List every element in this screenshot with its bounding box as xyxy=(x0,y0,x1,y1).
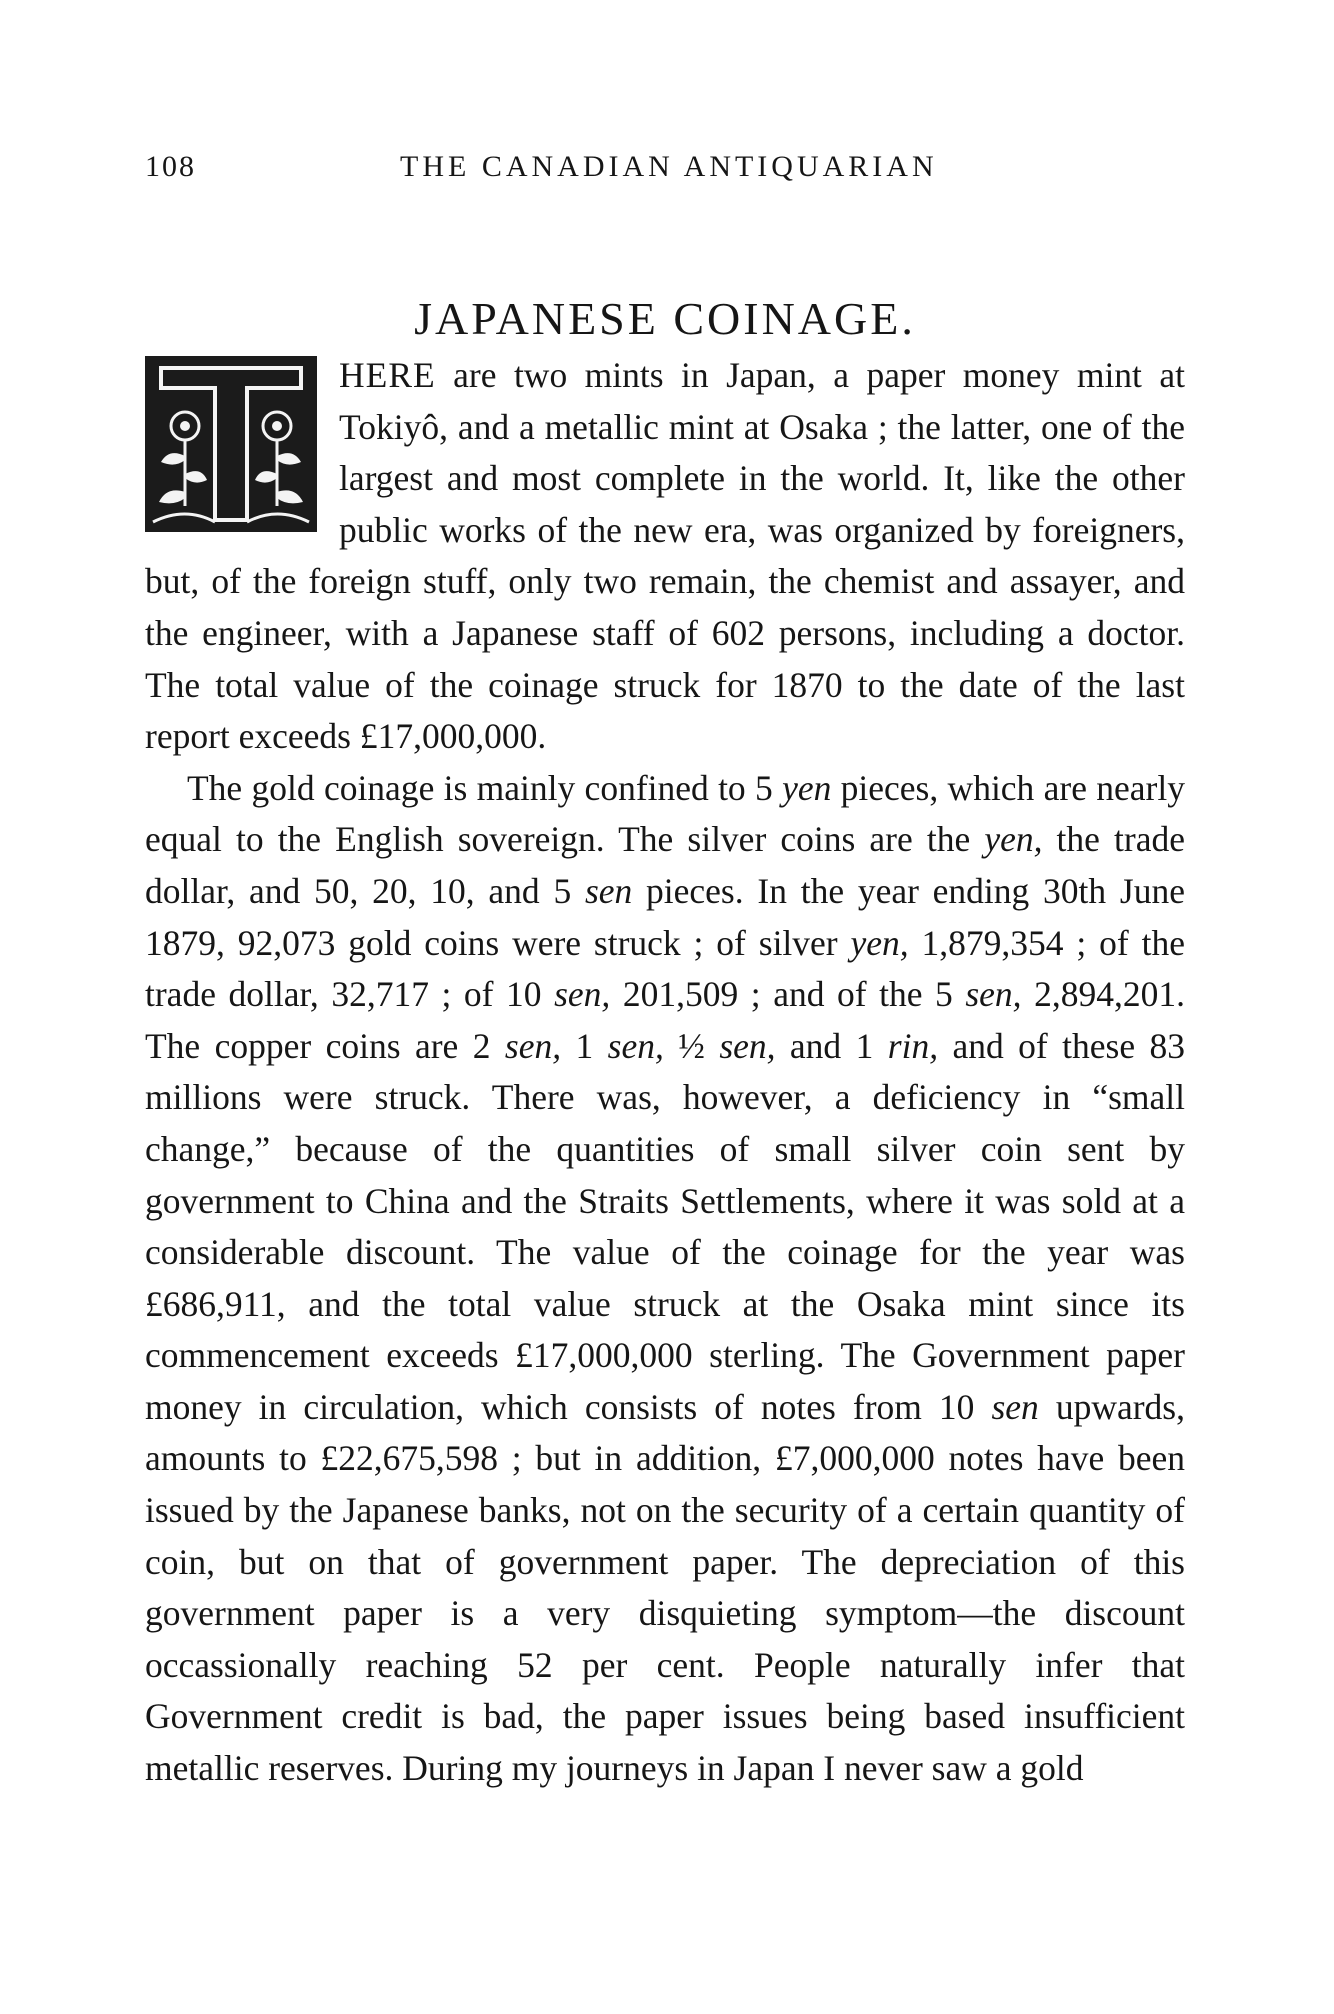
p2-text: and 1 xyxy=(775,1025,888,1066)
p2-text: The gold coinage is mainly confined to 5 xyxy=(187,767,783,808)
sen-term: sen xyxy=(584,870,633,911)
sen-term: sen, xyxy=(607,1025,664,1066)
rin-term: rin, xyxy=(887,1025,939,1066)
p2-text: pieces, which are nearly equal to the English sovereign. The silver coins are the xyxy=(145,767,1185,860)
p2-text: and of these 83 millions were struck. There was, however, a deficiency in “small change,” because of the quantities of small silver coin sent by government to China and the Straits Settlements, where it was sold at a considerable discount. The value of the coinage for the year was £686,911, and the total value struck at the Osaka mint since its commencement exceeds £17,000,000 sterling. The Government paper money in circulation, which consists of notes from 10 xyxy=(145,1025,1186,1427)
paragraph-2 xyxy=(145,763,1185,1795)
page-number: 108 xyxy=(145,150,196,183)
p2-text: 201,509 ; and of the 5 xyxy=(610,974,966,1015)
sen-term: sen, xyxy=(965,974,1022,1015)
sen-term: sen xyxy=(991,1386,1039,1427)
sen-term: sen, xyxy=(504,1025,562,1066)
p2-text: 1,879,354 ; of the trade dollar, 32,717 ; of 10 xyxy=(145,922,1185,1015)
paragraph-1-text: are two mints in Japan, a paper money mint at Tokiyô, and a metallic mint at Osaka ; the latter, one of the largest and most complete in the world. It, like the other public works of the new era, was organized by foreigners, but, of the foreign stuff, only two remain, the chemist and assayer, and the engineer, with a Japanese staff of 602 persons, including a doctor. The total value of the coinage struck for 1870 to the date of the last report exceeds £17,000,000. xyxy=(145,355,1185,757)
ornamental-drop-cap xyxy=(145,356,317,532)
opening-word: HERE xyxy=(339,355,436,395)
p2-text: 1 xyxy=(561,1025,608,1066)
sen-term: sen, xyxy=(554,974,611,1015)
yen-term: yen, xyxy=(984,819,1043,860)
running-head xyxy=(145,150,1195,190)
drop-cap-letter: T xyxy=(231,356,232,357)
yen-term: yen xyxy=(782,767,832,808)
paragraph-1 xyxy=(145,350,1185,763)
p2-text: upwards, amounts to £22,675,598 ; but in addition, £7,000,000 notes have been issued by the Japanese banks, not on the security of a certain quantity of coin, but on that of government paper. The depreciation of this government paper is a very disquieting symptom—the discount occassionally reaching 52 per cent. People naturally infer that Government credit is bad, the paper issues being based insufficient metallic reserves. During my journeys in Japan I never saw a gold xyxy=(145,1386,1185,1789)
sen-term: sen, xyxy=(719,1025,776,1066)
p2-text: the trade dollar, and 50, 20, 10, and 5 xyxy=(145,819,1185,911)
article-body xyxy=(145,350,1185,1795)
article-title: JAPANESE COINAGE. xyxy=(414,293,916,344)
journal-title: THE CANADIAN ANTIQUARIAN xyxy=(400,150,938,183)
p2-text: ½ xyxy=(663,1025,720,1066)
p2-text: pieces. In the year ending 30th June 1879, 92,073 gold coins were struck ; of silver xyxy=(145,870,1185,963)
yen-term: yen, xyxy=(850,922,909,963)
p2-text: 2,894,201. The copper coins are 2 xyxy=(145,974,1185,1066)
